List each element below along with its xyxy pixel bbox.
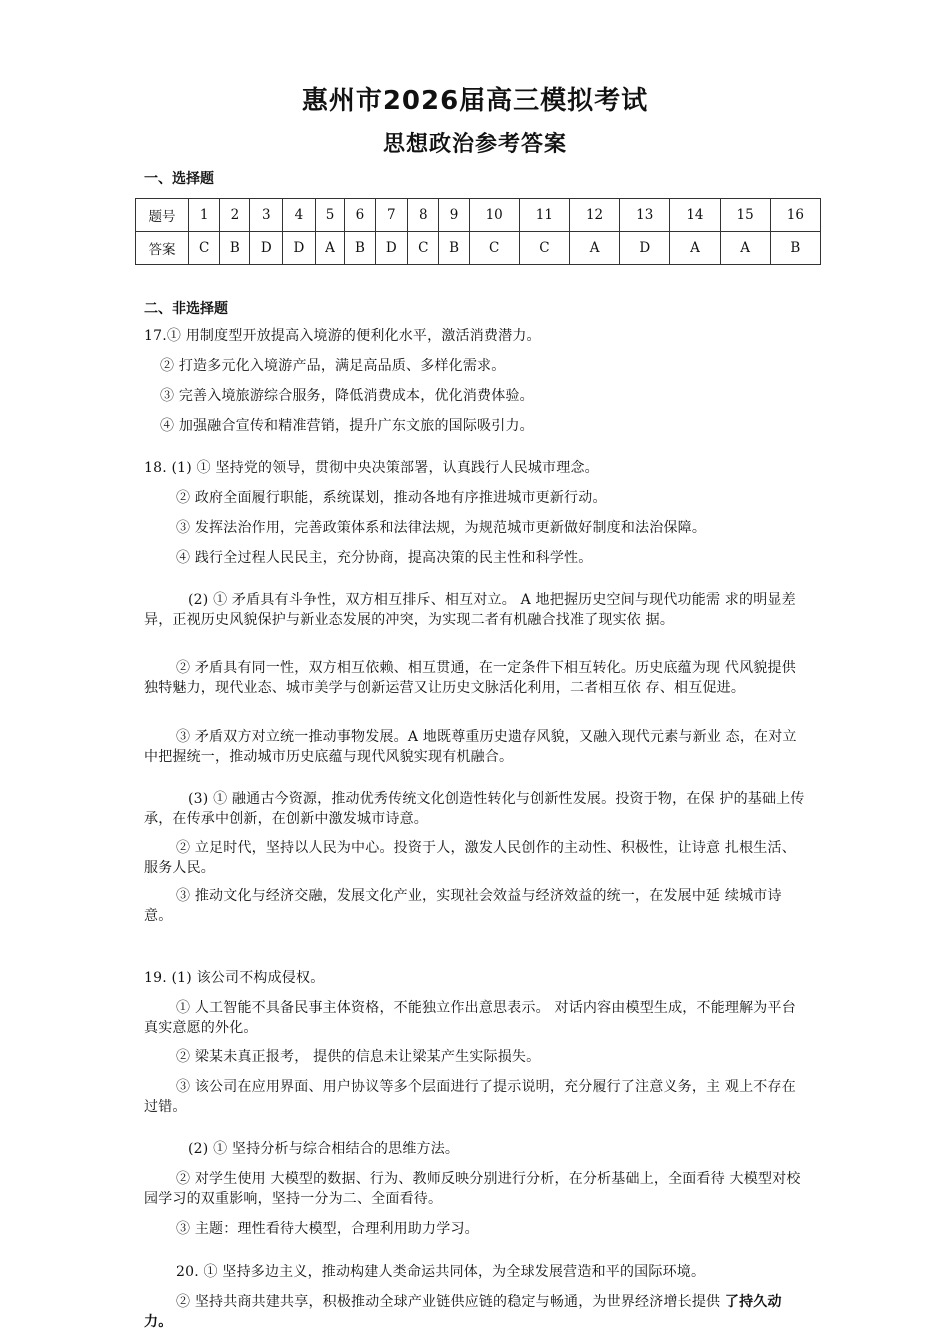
answer-text: ② 坚持共商共建共享，积极推动全球产业链供应链的稳定与畅通，为世界经济增长提供 bbox=[176, 1294, 725, 1310]
answer-cell: A bbox=[315, 232, 345, 265]
answer-cell: D bbox=[283, 232, 316, 265]
question-number: 2 bbox=[220, 199, 250, 232]
section-heading-choice: 一、选择题 bbox=[144, 171, 214, 187]
answer-paragraph: ④ 加强融合宣传和精准营销，提升广东文旅的国际吸引力。 bbox=[160, 418, 534, 434]
answer-paragraph: ② 立足时代，坚持以人民为中心。投资于人，激发人民创作的主动性、积极性，让诗意 扎根生活、服务人民。 bbox=[144, 840, 796, 876]
answer-table bbox=[135, 198, 821, 265]
page-subtitle: 思想政治参考答案 bbox=[382, 132, 567, 157]
question-number: 14 bbox=[670, 199, 720, 232]
answer-paragraph: ② 梁某未真正报考， 提供的信息未让梁某产生实际损失。 bbox=[176, 1049, 541, 1065]
answer-cell: C bbox=[408, 232, 439, 265]
answer-paragraph: ③ 主题：理性看待大模型，合理利用助力学习。 bbox=[176, 1221, 479, 1237]
answer-paragraph: ③ 该公司在应用界面、用户协议等多个层面进行了提示说明，充分履行了注意义务，主 观上不存在过错。 bbox=[144, 1079, 796, 1115]
question-number: 11 bbox=[519, 199, 569, 232]
answer-paragraph: ③ 矛盾双方对立统一推动事物发展。A 地既尊重历史遗存风貌，又融入现代元素与新业 态，在对立中把握统一，推动城市历史底蕴与现代风貌实现有机融合。 bbox=[144, 729, 797, 765]
table-row-label: 答案 bbox=[136, 232, 189, 265]
answer-cell: D bbox=[620, 232, 670, 265]
answer-cell: B bbox=[439, 232, 469, 265]
table-row-answers bbox=[136, 232, 821, 265]
answer-paragraph: ④ 践行全过程人民民主，充分协商，提高决策的民主性和科学性。 bbox=[176, 550, 593, 566]
question-number: 10 bbox=[469, 199, 519, 232]
answer-cell: C bbox=[469, 232, 519, 265]
table-row-numbers bbox=[136, 199, 821, 232]
answer-cell: B bbox=[345, 232, 375, 265]
answer-cell: B bbox=[770, 232, 820, 265]
section-heading-nonchoice: 二、非选择题 bbox=[144, 301, 228, 317]
question-number: 3 bbox=[250, 199, 283, 232]
question-number: 13 bbox=[620, 199, 670, 232]
answer-paragraph: 19. (1) 该公司不构成侵权。 bbox=[144, 970, 325, 986]
answer-text-bold: 了持久动力。 bbox=[144, 1294, 782, 1330]
answer-paragraph bbox=[144, 1292, 808, 1332]
answer-paragraph: 20. ① 坚持多边主义，推动构建人类命运共同体，为全球发展营造和平的国际环境。 bbox=[176, 1264, 706, 1280]
question-number: 1 bbox=[189, 199, 220, 232]
answer-paragraph: ③ 推动文化与经济交融，发展文化产业，实现社会效益与经济效益的统一，在发展中延 续城市诗意。 bbox=[144, 888, 782, 924]
answer-cell: A bbox=[670, 232, 720, 265]
answer-paragraph: ② 对学生使用 大模型的数据、行为、教师反映分别进行分析，在分析基础上，全面看待 大模型对校园学习的双重影响，坚持一分为二、全面看待。 bbox=[144, 1171, 801, 1207]
answer-cell: C bbox=[519, 232, 569, 265]
question-number: 7 bbox=[375, 199, 408, 232]
question-number: 16 bbox=[770, 199, 820, 232]
answer-paragraph: ① 人工智能不具备民事主体资格，不能独立作出意思表示。 对话内容由模型生成，不能理解为平台真实意愿的外化。 bbox=[144, 1000, 796, 1036]
answer-cell: D bbox=[375, 232, 408, 265]
question-number: 4 bbox=[283, 199, 316, 232]
answer-cell: C bbox=[189, 232, 220, 265]
answer-paragraph: ② 政府全面履行职能，系统谋划，推动各地有序推进城市更新行动。 bbox=[176, 490, 607, 506]
question-number: 12 bbox=[569, 199, 619, 232]
question-number: 8 bbox=[408, 199, 439, 232]
question-number: 6 bbox=[345, 199, 375, 232]
answer-paragraph: (2) ① 矛盾具有斗争性，双方相互排斥、相互对立。 A 地把握历史空间与现代功能需 求的明显差异，正视历史风貌保护与新业态发展的冲突，为实现二者有机融合找准了现实依 据。 bbox=[144, 592, 796, 628]
answer-paragraph: (2) ① 坚持分析与综合相结合的思维方法。 bbox=[188, 1141, 460, 1157]
answer-paragraph: ③ 发挥法治作用，完善政策体系和法律法规，为规范城市更新做好制度和法治保障。 bbox=[176, 520, 707, 536]
question-number: 5 bbox=[315, 199, 345, 232]
question-number: 9 bbox=[439, 199, 469, 232]
question-number: 15 bbox=[720, 199, 770, 232]
table-row-label: 题号 bbox=[136, 199, 189, 232]
answer-paragraph: ② 矛盾具有同一性，双方相互依赖、相互贯通，在一定条件下相互转化。历史底蕴为现 代风貌提供独特魅力，现代业态、城市美学与创新运营又让历史文脉活化利用，二者相互依 存、相互促进。 bbox=[144, 660, 796, 696]
answer-paragraph: 18. (1) ① 坚持党的领导，贯彻中央决策部署，认真践行人民城市理念。 bbox=[144, 460, 599, 476]
answer-cell: A bbox=[720, 232, 770, 265]
answer-paragraph: 17.① 用制度型开放提高入境游的便利化水平，激活消费潜力。 bbox=[144, 328, 541, 344]
page-title: 惠州市2026届高三模拟考试 bbox=[301, 86, 649, 116]
answer-cell: D bbox=[250, 232, 283, 265]
answer-cell: B bbox=[220, 232, 250, 265]
answer-paragraph: ③ 完善入境旅游综合服务，降低消费成本，优化消费体验。 bbox=[160, 388, 534, 404]
answer-paragraph: (3) ① 融通古今资源，推动优秀传统文化创造性转化与创新性发展。投资于物，在保 护的基础上传承，在传承中创新，在创新中激发城市诗意。 bbox=[144, 791, 805, 827]
answer-paragraph: ② 打造多元化入境游产品，满足高品质、多样化需求。 bbox=[160, 358, 506, 374]
answer-cell: A bbox=[569, 232, 619, 265]
